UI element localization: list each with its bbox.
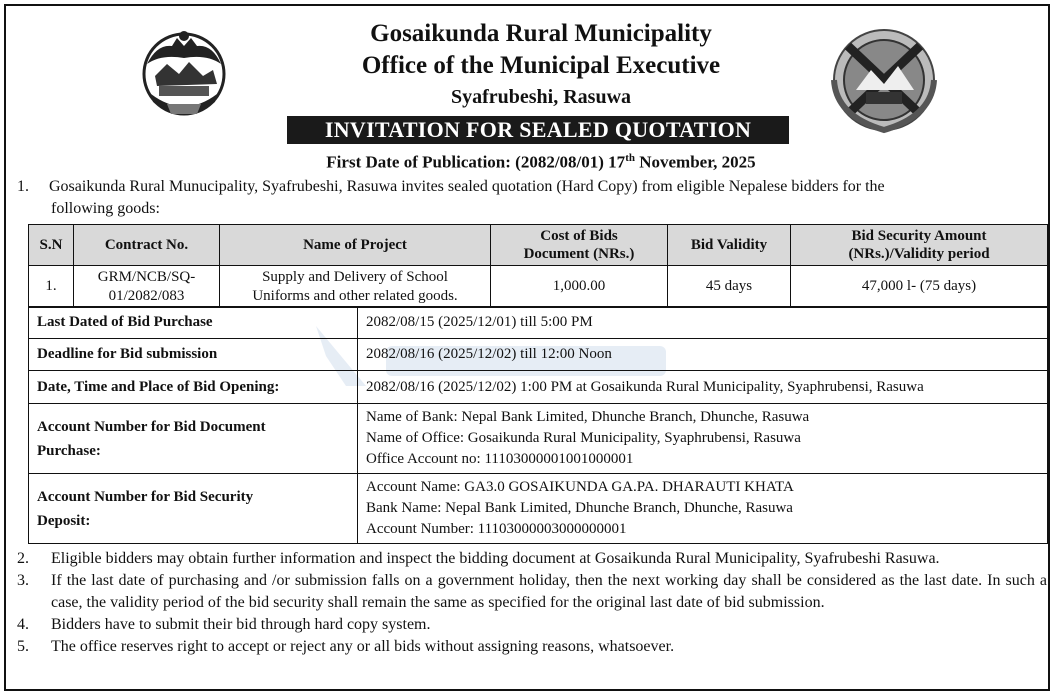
paragraph-1 bbox=[17, 176, 1047, 220]
item-text: Eligible bidders may obtain further information and inspect the bidding document at Gosaikunda Rural Municipality, Syafrubeshi Rasuwa. bbox=[51, 550, 940, 567]
cell-cost: 1,000.00 bbox=[491, 266, 668, 308]
office-title: Office of the Municipal Executive bbox=[361, 52, 721, 79]
item-number: 2. bbox=[17, 550, 29, 567]
col-security-line1: Bid Security Amount bbox=[851, 228, 987, 244]
doc-account-value bbox=[358, 404, 1048, 474]
security-account-value bbox=[358, 474, 1048, 544]
notice-frame bbox=[4, 4, 1050, 691]
table-row bbox=[29, 371, 1048, 404]
purchase-label: Last Dated of Bid Purchase bbox=[29, 307, 358, 339]
col-contract-no: Contract No. bbox=[74, 225, 220, 266]
cell-sn: 1. bbox=[29, 266, 74, 308]
deadline-value: 2082/08/16 (2025/12/02) till 12:00 Noon bbox=[358, 339, 1048, 371]
table-row bbox=[29, 339, 1048, 371]
col-security-line2: (NRs.)/Validity period bbox=[848, 246, 990, 262]
doc-bank-line: Name of Bank: Nepal Bank Limited, Dhunche Branch, Dhunche, Rasuwa bbox=[366, 409, 810, 425]
info-table bbox=[28, 306, 1048, 544]
security-bank-line: Bank Name: Nepal Bank Limited, Dhunche Branch, Dhunche, Rasuwa bbox=[366, 500, 793, 516]
table-row bbox=[29, 266, 1048, 308]
project-line1: Supply and Delivery of School bbox=[262, 268, 448, 285]
invitation-banner: INVITATION FOR SEALED QUOTATION bbox=[287, 116, 789, 144]
doc-account-line: Office Account no: 11103000001001000001 bbox=[366, 451, 634, 467]
cell-contract-no bbox=[74, 266, 220, 308]
item-number: 3. bbox=[17, 572, 29, 589]
municipality-logo-icon bbox=[826, 26, 942, 134]
security-account-label bbox=[29, 474, 358, 544]
cell-validity: 45 days bbox=[668, 266, 791, 308]
purchase-value: 2082/08/15 (2025/12/01) till 5:00 PM bbox=[358, 307, 1048, 339]
doc-office-line: Name of Office: Gosaikunda Rural Municipality, Syaphrubensi, Rasuwa bbox=[366, 430, 801, 446]
contract-line1: GRM/NCB/SQ- bbox=[97, 268, 196, 285]
col-validity: Bid Validity bbox=[668, 225, 791, 266]
notice-header bbox=[6, 6, 1052, 176]
paragraph-1-text: Gosaikunda Rural Munucipality, Syafrubeshi, Rasuwa invites sealed quotation (Hard Copy) from eligible Nepalese bidders for the bbox=[49, 178, 885, 195]
list-item bbox=[17, 548, 1047, 570]
security-account-label-2: Deposit: bbox=[37, 512, 91, 529]
paragraph-1-text-cont: following goods: bbox=[51, 200, 160, 217]
cell-security: 47,000 l- (75 days) bbox=[791, 266, 1048, 308]
list-item bbox=[17, 636, 1047, 658]
security-account-line: Account Number: 11103000003000000001 bbox=[366, 521, 627, 537]
project-line2: Uniforms and other related goods. bbox=[252, 287, 458, 304]
col-project-name: Name of Project bbox=[220, 225, 491, 266]
item-number: 4. bbox=[17, 616, 29, 633]
security-name-line: Account Name: GA3.0 GOSAIKUNDA GA.PA. DHARAUTI KHATA bbox=[366, 479, 794, 495]
col-cost-line1: Cost of Bids bbox=[540, 228, 618, 244]
col-sn: S.N bbox=[29, 225, 74, 266]
opening-label: Date, Time and Place of Bid Opening: bbox=[29, 371, 358, 404]
doc-account-label-1: Account Number for Bid Document bbox=[37, 418, 266, 435]
bid-table-header-row bbox=[29, 225, 1048, 266]
opening-value: 2082/08/16 (2025/12/02) 1:00 PM at Gosaikunda Rural Municipality, Syaphrubensi, Rasuwa bbox=[358, 371, 1048, 404]
location-title: Syafrubeshi, Rasuwa bbox=[450, 86, 632, 108]
deadline-label: Deadline for Bid submission bbox=[29, 339, 358, 371]
table-row bbox=[29, 404, 1048, 474]
first-date-prefix: First Date of Publication: (2082/08/01) 17 bbox=[326, 152, 626, 172]
first-publication-date bbox=[6, 152, 1056, 173]
municipality-title: Gosaikunda Rural Municipality bbox=[370, 20, 712, 47]
col-cost-line2: Document (NRs.) bbox=[523, 246, 635, 262]
col-cost bbox=[491, 225, 668, 266]
doc-account-label-2: Purchase: bbox=[37, 442, 101, 459]
first-date-sup: th bbox=[625, 152, 635, 164]
contract-line2: 01/2082/083 bbox=[108, 287, 185, 304]
item-text: The office reserves right to accept or reject any or all bids without assigning reasons, whatsoever. bbox=[51, 638, 675, 655]
notice-items bbox=[17, 548, 1047, 658]
list-item bbox=[17, 570, 1047, 614]
list-item bbox=[17, 614, 1047, 636]
table-row bbox=[29, 474, 1048, 544]
bid-table bbox=[28, 224, 1048, 308]
cell-project-name bbox=[220, 266, 491, 308]
col-security bbox=[791, 225, 1048, 266]
paragraph-1-number: 1. bbox=[17, 178, 29, 195]
security-account-label-1: Account Number for Bid Security bbox=[37, 488, 254, 505]
first-date-suffix: November, 2025 bbox=[634, 152, 756, 172]
item-text: Bidders have to submit their bid through hard copy system. bbox=[51, 616, 431, 633]
item-number: 5. bbox=[17, 638, 29, 655]
doc-account-label bbox=[29, 404, 358, 474]
table-row bbox=[29, 307, 1048, 339]
item-text: If the last date of purchasing and /or submission falls on a government holiday, then the next working day shall be considered as the last date. In such a case, the validity period of the bid security shall remain the same as specified for the original last date of bid submission. bbox=[51, 572, 1047, 611]
